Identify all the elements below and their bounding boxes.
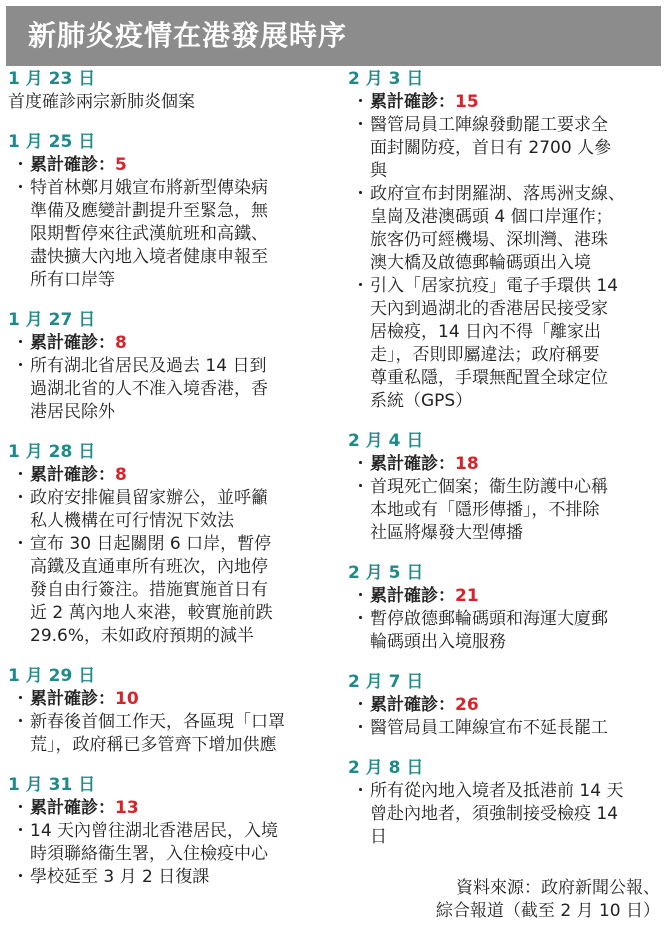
bullet-icon: ・ xyxy=(12,488,29,508)
event-text-line: 首現死亡個案；衞生防護中心稱 xyxy=(370,477,608,497)
bullet-icon: ・ xyxy=(12,712,29,732)
cumulative-cases-value: 18 xyxy=(455,454,479,474)
event-text-line: 旅客仍可經機場、深圳灣、港珠 xyxy=(370,230,608,250)
event-text-line: 宣布 30 日起關閉 6 口岸，暫停 xyxy=(30,534,272,554)
event-item xyxy=(8,177,330,292)
entry-date: 2 月 7 日 xyxy=(348,672,424,692)
timeline-entry xyxy=(348,562,666,654)
cumulative-cases-row xyxy=(8,464,330,487)
bullet-icon: ・ xyxy=(352,184,369,204)
entry-text: 首度確診兩宗新肺炎個案 xyxy=(8,92,195,112)
event-text-line: 系統（GPS） xyxy=(370,391,473,411)
cumulative-cases-label: 累計確診： xyxy=(30,798,115,818)
cumulative-cases-value: 5 xyxy=(115,155,127,175)
cumulative-cases-label: 累計確診： xyxy=(370,454,455,474)
event-text-line: 政府安排僱員留家辦公，並呼籲 xyxy=(30,488,268,508)
event-text-line: 荒」，政府稱已多管齊下增加供應 xyxy=(30,735,277,755)
cumulative-cases-row xyxy=(8,688,330,711)
event-text-line: 所有湖北省居民及過去 14 日到 xyxy=(30,356,267,376)
event-text-line: 所有從內地入境者及抵港前 14 天 xyxy=(370,781,624,801)
cumulative-cases-label: 累計確診： xyxy=(30,465,115,485)
entry-date: 1 月 23 日 xyxy=(8,69,96,89)
cumulative-cases-label: 累計確診： xyxy=(30,155,115,175)
cumulative-cases-value: 8 xyxy=(115,465,127,485)
event-text-line: 29.6%，未如政府預期的減半 xyxy=(30,626,255,646)
event-text-line: 皇崗及港澳碼頭 4 個口岸運作； xyxy=(370,207,613,227)
bullet-icon: ・ xyxy=(352,454,369,474)
entry-date: 1 月 29 日 xyxy=(8,666,96,686)
source-line: 綜合報道（截至 2 月 10 日） xyxy=(435,901,660,921)
bullet-icon: ・ xyxy=(12,821,29,841)
cumulative-cases-row xyxy=(348,91,666,114)
bullet-icon: ・ xyxy=(352,276,369,296)
cumulative-cases-value: 15 xyxy=(455,92,479,112)
event-text-line: 發自由行簽注。措施實施首日有 xyxy=(30,580,268,600)
event-text-line: 14 天內曾往湖北香港居民，入境 xyxy=(30,821,279,841)
timeline-entry xyxy=(8,665,330,757)
event-item xyxy=(348,114,666,183)
bullet-icon: ・ xyxy=(12,465,29,485)
event-item xyxy=(8,355,330,424)
cumulative-cases-row xyxy=(348,694,666,717)
cumulative-cases-row xyxy=(348,453,666,476)
entry-date: 1 月 31 日 xyxy=(8,775,96,795)
cumulative-cases-label: 累計確診： xyxy=(30,333,115,353)
bullet-icon: ・ xyxy=(12,155,29,175)
bullet-icon: ・ xyxy=(352,115,369,135)
bullet-icon: ・ xyxy=(12,534,29,554)
event-text-line: 私人機構在可行情況下效法 xyxy=(30,511,234,531)
bullet-icon: ・ xyxy=(12,356,29,376)
event-item xyxy=(348,608,666,654)
event-item xyxy=(8,866,330,889)
cumulative-cases-value: 10 xyxy=(115,689,139,709)
bullet-icon: ・ xyxy=(12,178,29,198)
event-text-line: 曾赴內地者，須強制接受檢疫 14 xyxy=(370,804,619,824)
event-item xyxy=(348,275,666,413)
event-text-line: 輪碼頭出入境服務 xyxy=(370,632,506,652)
bullet-icon: ・ xyxy=(12,333,29,353)
cumulative-cases-label: 累計確診： xyxy=(370,695,455,715)
event-text-line: 所有口岸等 xyxy=(30,270,115,290)
cumulative-cases xyxy=(30,797,330,820)
timeline-entry xyxy=(8,441,330,648)
entry-date: 2 月 3 日 xyxy=(348,69,424,89)
cumulative-cases-row xyxy=(348,585,666,608)
bullet-icon: ・ xyxy=(352,695,369,715)
event-text-line: 面封關防疫，首日有 2700 人參 xyxy=(370,138,612,158)
entry-date: 1 月 25 日 xyxy=(8,132,96,152)
cumulative-cases-value: 26 xyxy=(455,695,479,715)
event-item xyxy=(348,780,666,849)
event-text-line: 盡快擴大內地入境者健康申報至 xyxy=(30,247,268,267)
event-text-line: 天內到過湖北的香港居民接受家 xyxy=(370,299,608,319)
entry-date: 1 月 28 日 xyxy=(8,442,96,462)
event-text-line: 時須聯絡衞生署，入住檢疫中心 xyxy=(30,844,268,864)
timeline-column-february xyxy=(348,68,666,866)
event-text-line: 政府宣布封閉羅湖、落馬洲支線、 xyxy=(370,184,625,204)
entry-date: 2 月 4 日 xyxy=(348,431,424,451)
title-banner xyxy=(6,6,661,66)
bullet-icon: ・ xyxy=(352,477,369,497)
event-item xyxy=(348,476,666,545)
cumulative-cases xyxy=(370,694,666,717)
cumulative-cases xyxy=(30,154,330,177)
timeline-entry xyxy=(348,671,666,740)
cumulative-cases xyxy=(30,688,330,711)
event-text-line: 近 2 萬內地人來港，較實施前跌 xyxy=(30,603,273,623)
timeline-entry xyxy=(348,757,666,849)
event-text-line: 走」，否則即屬違法；政府稱要 xyxy=(370,345,600,365)
source-note xyxy=(398,877,660,923)
cumulative-cases xyxy=(370,585,666,608)
bullet-icon: ・ xyxy=(352,586,369,606)
bullet-icon: ・ xyxy=(352,781,369,801)
bullet-icon: ・ xyxy=(12,867,29,887)
event-text-line: 高鐵及直通車所有班次，內地停 xyxy=(30,557,268,577)
cumulative-cases-value: 21 xyxy=(455,586,479,606)
event-text-line: 限期暫停來往武漢航班和高鐵、 xyxy=(30,224,268,244)
event-text-line: 與 xyxy=(370,161,387,181)
event-item xyxy=(348,717,666,740)
event-text-line: 特首林鄭月娥宣布將新型傳染病 xyxy=(30,178,268,198)
event-item xyxy=(8,533,330,648)
event-text-line: 醫管局員工陣線宣布不延長罷工 xyxy=(370,718,608,738)
event-text-line: 日 xyxy=(370,827,387,847)
bullet-icon: ・ xyxy=(352,718,369,738)
cumulative-cases-row xyxy=(8,797,330,820)
event-text-line: 引入「居家抗疫」電子手環供 14 xyxy=(370,276,619,296)
cumulative-cases-row xyxy=(8,332,330,355)
event-item xyxy=(8,487,330,533)
entry-date: 1 月 27 日 xyxy=(8,310,96,330)
cumulative-cases-row xyxy=(8,154,330,177)
timeline-entry xyxy=(348,68,666,413)
event-text-line: 準備及應變計劃提升至緊急，無 xyxy=(30,201,268,221)
bullet-icon: ・ xyxy=(12,798,29,818)
event-text-line: 澳大橋及啟德郵輪碼頭出入境 xyxy=(370,253,591,273)
event-text-line: 居檢疫，14 日內不得「離家出 xyxy=(370,322,602,342)
timeline-column-january xyxy=(8,68,330,906)
cumulative-cases xyxy=(370,91,666,114)
page-title: 新肺炎疫情在港發展時序 xyxy=(28,19,348,52)
cumulative-cases-value: 8 xyxy=(115,333,127,353)
event-text-line: 暫停啟德郵輪碼頭和海運大廈郵 xyxy=(370,609,608,629)
event-text-line: 醫管局員工陣線發動罷工要求全 xyxy=(370,115,608,135)
cumulative-cases-value: 13 xyxy=(115,798,139,818)
event-text-line: 尊重私隱，手環無配置全球定位 xyxy=(370,368,608,388)
event-text-line: 港居民除外 xyxy=(30,402,115,422)
entry-date: 2 月 8 日 xyxy=(348,758,424,778)
timeline-entry xyxy=(8,309,330,424)
timeline-entry xyxy=(8,774,330,889)
cumulative-cases xyxy=(370,453,666,476)
bullet-icon: ・ xyxy=(12,689,29,709)
cumulative-cases-label: 累計確診： xyxy=(370,92,455,112)
event-text-line: 社區將爆發大型傳播 xyxy=(370,523,523,543)
entry-date: 2 月 5 日 xyxy=(348,563,424,583)
cumulative-cases xyxy=(30,332,330,355)
cumulative-cases-label: 累計確診： xyxy=(370,586,455,606)
timeline-entry xyxy=(8,131,330,292)
event-text-line: 本地或有「隱形傳播」，不排除 xyxy=(370,500,600,520)
event-item xyxy=(348,183,666,275)
event-text-line: 學校延至 3 月 2 日復課 xyxy=(30,867,210,887)
cumulative-cases-label: 累計確診： xyxy=(30,689,115,709)
bullet-icon: ・ xyxy=(352,609,369,629)
event-text-line: 過湖北省的人不准入境香港，香 xyxy=(30,379,268,399)
event-text-line: 新春後首個工作天，各區現「口罩 xyxy=(30,712,285,732)
timeline-entry xyxy=(8,68,330,114)
cumulative-cases xyxy=(30,464,330,487)
event-item xyxy=(8,711,330,757)
bullet-icon: ・ xyxy=(352,92,369,112)
event-item xyxy=(8,820,330,866)
timeline-entry xyxy=(348,430,666,545)
source-line: 資料來源：政府新聞公報、 xyxy=(456,878,660,898)
